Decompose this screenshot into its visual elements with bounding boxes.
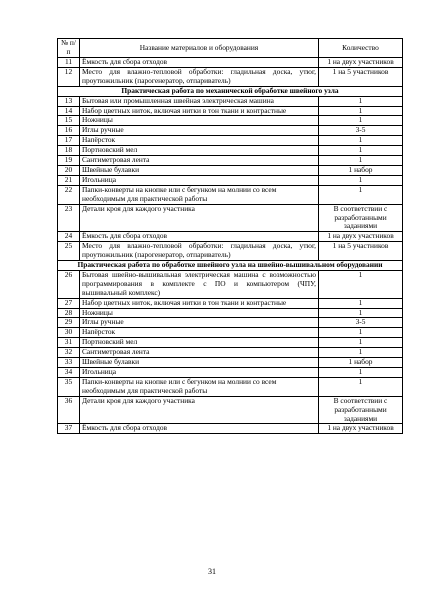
row-number: 33 [58, 358, 80, 368]
table-row [58, 156, 403, 166]
row-number: 31 [58, 338, 80, 348]
header-name: Название материалов и оборудования [80, 39, 319, 58]
row-item-name: Ёмкость для сбора отходов [80, 232, 319, 242]
row-quantity: 1 на двух участников [319, 424, 403, 434]
row-quantity: 1 [319, 146, 403, 156]
row-number: 34 [58, 368, 80, 378]
row-number: 19 [58, 156, 80, 166]
row-item-name: Детали кроя для каждого участника [80, 204, 319, 232]
row-quantity: 1 [319, 175, 403, 185]
table-row [58, 318, 403, 328]
row-quantity: 1 набор [319, 165, 403, 175]
row-quantity: 1 [319, 96, 403, 106]
table-row [58, 338, 403, 348]
table-row [58, 358, 403, 368]
row-item-name: Детали кроя для каждого участника [80, 396, 319, 424]
row-number: 35 [58, 377, 80, 396]
section-heading-row [58, 261, 403, 271]
row-item-name: Бытовая или промышленная швейная электрическая машина [80, 96, 319, 106]
row-quantity: 1 [319, 156, 403, 166]
table-row [58, 368, 403, 378]
row-number: 32 [58, 348, 80, 358]
row-quantity: 1 [319, 185, 403, 204]
table-row [58, 328, 403, 338]
row-quantity: 1 [319, 116, 403, 126]
page-number: 31 [208, 567, 216, 576]
table-row [58, 165, 403, 175]
row-quantity: 1 набор [319, 358, 403, 368]
table-row [58, 185, 403, 204]
table-row [58, 308, 403, 318]
row-item-name: Швейные булавки [80, 358, 319, 368]
header-quantity: Количество [319, 39, 403, 58]
table-row [58, 96, 403, 106]
row-quantity: 1 [319, 338, 403, 348]
row-quantity: 3-5 [319, 318, 403, 328]
row-number: 11 [58, 58, 80, 68]
row-quantity: 1 [319, 106, 403, 116]
row-number: 12 [58, 67, 80, 86]
table-row [58, 116, 403, 126]
row-quantity: 1 [319, 308, 403, 318]
row-item-name: Ёмкость для сбора отходов [80, 58, 319, 68]
row-quantity: 1 на двух участников [319, 232, 403, 242]
row-number: 15 [58, 116, 80, 126]
table-row [58, 146, 403, 156]
table-row [58, 424, 403, 434]
row-number: 37 [58, 424, 80, 434]
row-item-name: Портновский мел [80, 146, 319, 156]
row-number: 25 [58, 242, 80, 261]
row-item-name: Иглы ручные [80, 126, 319, 136]
row-quantity: 1 [319, 136, 403, 146]
row-number: 18 [58, 146, 80, 156]
row-item-name: Игольница [80, 175, 319, 185]
row-quantity: 1 [319, 377, 403, 396]
row-item-name: Напёрсток [80, 136, 319, 146]
table-row [58, 204, 403, 232]
row-quantity: 1 [319, 298, 403, 308]
row-item-name: Папки-конверты на кнопке или с бегунком на молнии со всем необходимым для практической работы [80, 185, 319, 204]
row-item-name: Папки-конверты на кнопке или с бегунком на молнии со всем необходимым для практической работы [80, 377, 319, 396]
row-quantity: 1 на 5 участников [319, 242, 403, 261]
document-page [57, 38, 402, 434]
row-item-name: Портновский мел [80, 338, 319, 348]
table-row [58, 126, 403, 136]
header-number: № п/п [58, 39, 80, 58]
table-row [58, 67, 403, 86]
row-number: 16 [58, 126, 80, 136]
row-quantity: 1 на 5 участников [319, 67, 403, 86]
table-row [58, 175, 403, 185]
row-quantity: 1 [319, 328, 403, 338]
row-number: 17 [58, 136, 80, 146]
row-item-name: Швейные булавки [80, 165, 319, 175]
row-number: 27 [58, 298, 80, 308]
row-number: 30 [58, 328, 80, 338]
table-row [58, 396, 403, 424]
row-number: 29 [58, 318, 80, 328]
row-number: 13 [58, 96, 80, 106]
row-item-name: Ёмкость для сбора отходов [80, 424, 319, 434]
row-quantity: В соответствии с разработанными заданиями [319, 396, 403, 424]
row-item-name: Место для влажно-тепловой обработки: гладильная доска, утюг, проутюжильник (парогенератор, отпариватель) [80, 67, 319, 86]
row-number: 36 [58, 396, 80, 424]
equipment-table [57, 38, 403, 434]
row-item-name: Иглы ручные [80, 318, 319, 328]
row-number: 14 [58, 106, 80, 116]
row-quantity: 1 [319, 270, 403, 298]
table-row [58, 270, 403, 298]
row-number: 26 [58, 270, 80, 298]
row-quantity: 3-5 [319, 126, 403, 136]
section-heading: Практическая работа по обработке швейного узла на швейно-вышивальном оборудовании [58, 261, 403, 271]
table-header-row [58, 39, 403, 58]
section-heading-row [58, 86, 403, 96]
table-body [58, 58, 403, 434]
table-row [58, 58, 403, 68]
row-number: 24 [58, 232, 80, 242]
table-row [58, 242, 403, 261]
row-number: 21 [58, 175, 80, 185]
row-item-name: Ножницы [80, 308, 319, 318]
row-quantity: В соответствии с разработанными заданиями [319, 204, 403, 232]
row-item-name: Место для влажно-тепловой обработки: гладильная доска, утюг, проутюжильник (парогенератор, отпариватель) [80, 242, 319, 261]
row-quantity: 1 на двух участников [319, 58, 403, 68]
row-quantity: 1 [319, 368, 403, 378]
row-item-name: Бытовая швейно-вышивальная электрическая машина с возможностью программирования в комплекте с ПО и компьютером (ЧПУ, вышивальный комплекс) [80, 270, 319, 298]
section-heading: Практическая работа по механической обработке швейного узла [58, 86, 403, 96]
row-number: 22 [58, 185, 80, 204]
table-row [58, 298, 403, 308]
table-row [58, 232, 403, 242]
row-quantity: 1 [319, 348, 403, 358]
row-number: 23 [58, 204, 80, 232]
table-row [58, 377, 403, 396]
row-number: 20 [58, 165, 80, 175]
row-item-name: Набор цветных ниток, включая нитки в тон ткани и контрастные [80, 106, 319, 116]
row-item-name: Сантиметровая лента [80, 156, 319, 166]
row-item-name: Набор цветных ниток, включая нитки в тон ткани и контрастные [80, 298, 319, 308]
row-item-name: Сантиметровая лента [80, 348, 319, 358]
table-row [58, 348, 403, 358]
table-row [58, 136, 403, 146]
row-item-name: Ножницы [80, 116, 319, 126]
table-row [58, 106, 403, 116]
row-number: 28 [58, 308, 80, 318]
row-item-name: Игольница [80, 368, 319, 378]
row-item-name: Напёрсток [80, 328, 319, 338]
